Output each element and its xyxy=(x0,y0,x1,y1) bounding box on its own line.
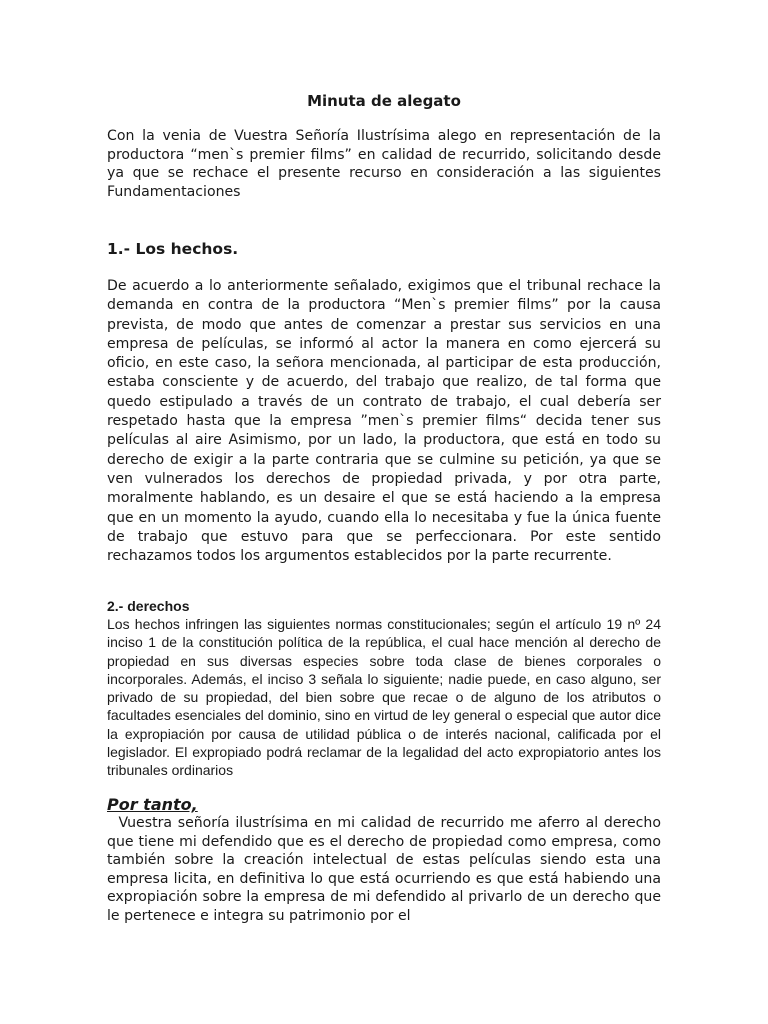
hechos-paragraph: De acuerdo a lo anteriormente señalado, exigimos que el tribunal rechace la demanda en contra de la productora “Men`s premier films” por la causa prevista, de modo que antes de comenzar a prestar sus servicios en una empresa de películas, se informó al actor la manera en como ejercerá su oficio, en este caso, la señora mencionada, al participar de esta producción, estaba consciente y de acuerdo, del trabajo que realizo, de tal forma que quedo estipulado a través de un contrato de trabajo, el cual debería ser respetado hasta que la empresa ”men`s premier films“ decida tener sus películas al aire Asimismo, por un lado, la productora, que está en todo su derecho de exigir a la parte contraria que se culmine su petición, ya que se ven vulnerados los derechos de propiedad privada, y por otra parte, moralmente hablando, es un desaire el que se está haciendo a la empresa que en un momento la ayudo, cuando ella lo necesitaba y fue la única fuente de trabajo que estuvo para que se perfeccionara. Por este sentido rechazamos todos los argumentos establecidos por la parte recurrente. xyxy=(107,278,661,565)
document-title: Minuta de alegato xyxy=(307,92,461,110)
derechos-paragraph: Los hechos infringen las siguientes normas constitucionales; según el artículo 19 nº 24 inciso 1 de la constitución política de la república, el cual hace mención al derecho de propiedad en sus diversas especies sobre toda clase de bienes corporales o incorporales. Además, el inciso 3 señala lo siguiente; nadie puede, en caso alguno, ser privado de su propiedad, del bien sobre que recae o de alguno de los atributos o facultades esenciales del dominio, sino en virtud de ley general o especial que autor dice la expropiación por causa de utilidad pública o de interés nacional, calificada por el legislador. El expropiado podrá reclamar de la legalidad del acto expropiatorio antes los tribunales ordinarios xyxy=(107,616,661,779)
section-heading-hechos: 1.- Los hechos. xyxy=(107,240,239,258)
intro-paragraph: Con la venia de Vuestra Señoría Ilustrísima alego en representación de la productora “men`s premier films” en calidad de recurrido, solicitando desde ya que se rechace el presente recurso en consideración a las siguientes Fundamentaciones xyxy=(107,128,661,200)
section-heading-por-tanto: Por tanto, xyxy=(107,795,198,814)
por-tanto-paragraph: Vuestra señoría ilustrísima en mi calidad de recurrido me aferro al derecho que tiene mi defendido que es el derecho de propiedad como empresa, como también sobre la creación intelectual de estas películas siendo esta una empresa licita, en definitiva lo que está ocurriendo es que está habiendo una expropiación sobre la empresa de mi defendido al privarlo de un derecho que le pertenece e integra su patrimonio por el xyxy=(107,815,666,924)
section-heading-derechos: 2.- derechos xyxy=(107,598,190,614)
